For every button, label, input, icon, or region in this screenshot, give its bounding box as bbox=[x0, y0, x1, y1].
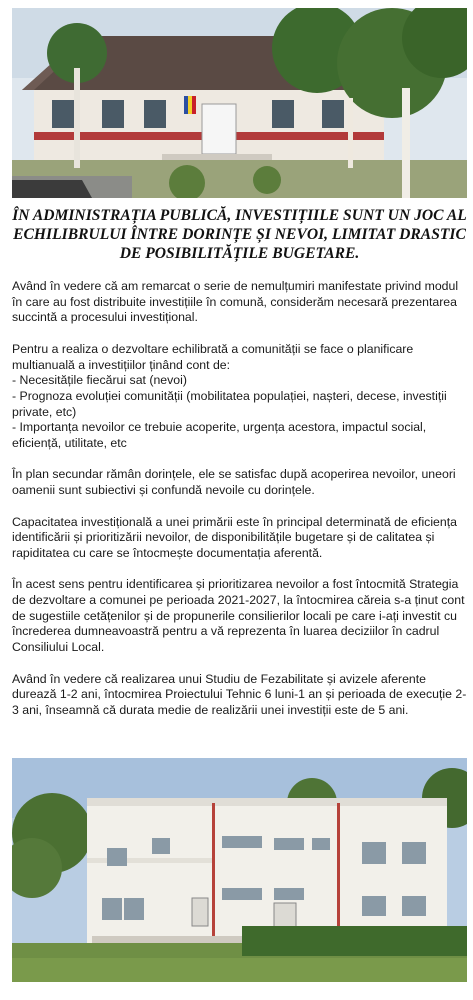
new-building-photo bbox=[12, 758, 467, 982]
town-hall-photo bbox=[12, 8, 467, 198]
paragraph-capacity: Capacitatea investițională a unei primării este în principal determinată de eficiența identificării și prioritizării nevoilor, de disponibilitățile bugetare și de calitatea și rapiditatea cu care se întocmește documentația aferentă. bbox=[12, 514, 457, 560]
paragraph-wishes: În plan secundar rămân dorințele, ele se satisfac după acoperirea nevoilor, uneori oamenii sunt subiectivi și confundă nevoile cu dorințele. bbox=[12, 467, 456, 498]
paragraph-duration: Având în vedere că realizarea unui Studiu de Fezabilitate și avizele aferente durează 1-2 ani, întocmirea Proiectului Tehnic 6 luni-1 an și perioada de execuție 2-3 ani, înseamnă că durata medie de realizării unei investiții este de 5 ani. bbox=[12, 671, 467, 717]
article-body bbox=[12, 279, 467, 734]
paragraph-intro: Având în vedere că am remarcat o serie de nemulțumiri manifestate privind modul în care au fost distribuite investițiile în comună, considerăm necesară prezentarea succintă a procesului investițional. bbox=[12, 279, 459, 325]
paragraph-strategy: În acest sens pentru identificarea și prioritizarea nevoilor a fost întocmită Strategia de dezvoltare a comunei pe perioada 2021-2027, la întocmirea căreia s-a ținut cont de sugestiile cetățenilor și de propunerile consilierilor locali pe care i-ați investit cu încrederea dumneavoastră pentru a vă reprezenta în luarea deciziilor în cadrul Consiliului Local. bbox=[12, 577, 465, 655]
list-item: - Prognoza evoluției comunității (mobilitatea populației, nașteri, decese, investiții private, etc) bbox=[12, 388, 447, 419]
list-item: - Importanța nevoilor ce trebuie acoperite, urgența acestora, impactul social, eficiență, utilitate, etc bbox=[12, 420, 427, 451]
planning-intro: Pentru a realiza o dezvoltare echilibrată a comunității se face o planificare multianuală a investițiilor ținând cont de: bbox=[12, 341, 414, 372]
paragraph-planning bbox=[12, 342, 467, 452]
article-headline: ÎN ADMINISTRAȚIA PUBLICĂ, INVESTIȚIILE SUNT UN JOC AL ECHILIBRULUI ÎNTRE DORINȚE ȘI NEVOI, LIMITAT DRASTIC DE POSIBILITĂȚILE BUGETARE. bbox=[12, 207, 467, 262]
list-item: - Necesitățile fiecărui sat (nevoi) bbox=[12, 373, 187, 388]
